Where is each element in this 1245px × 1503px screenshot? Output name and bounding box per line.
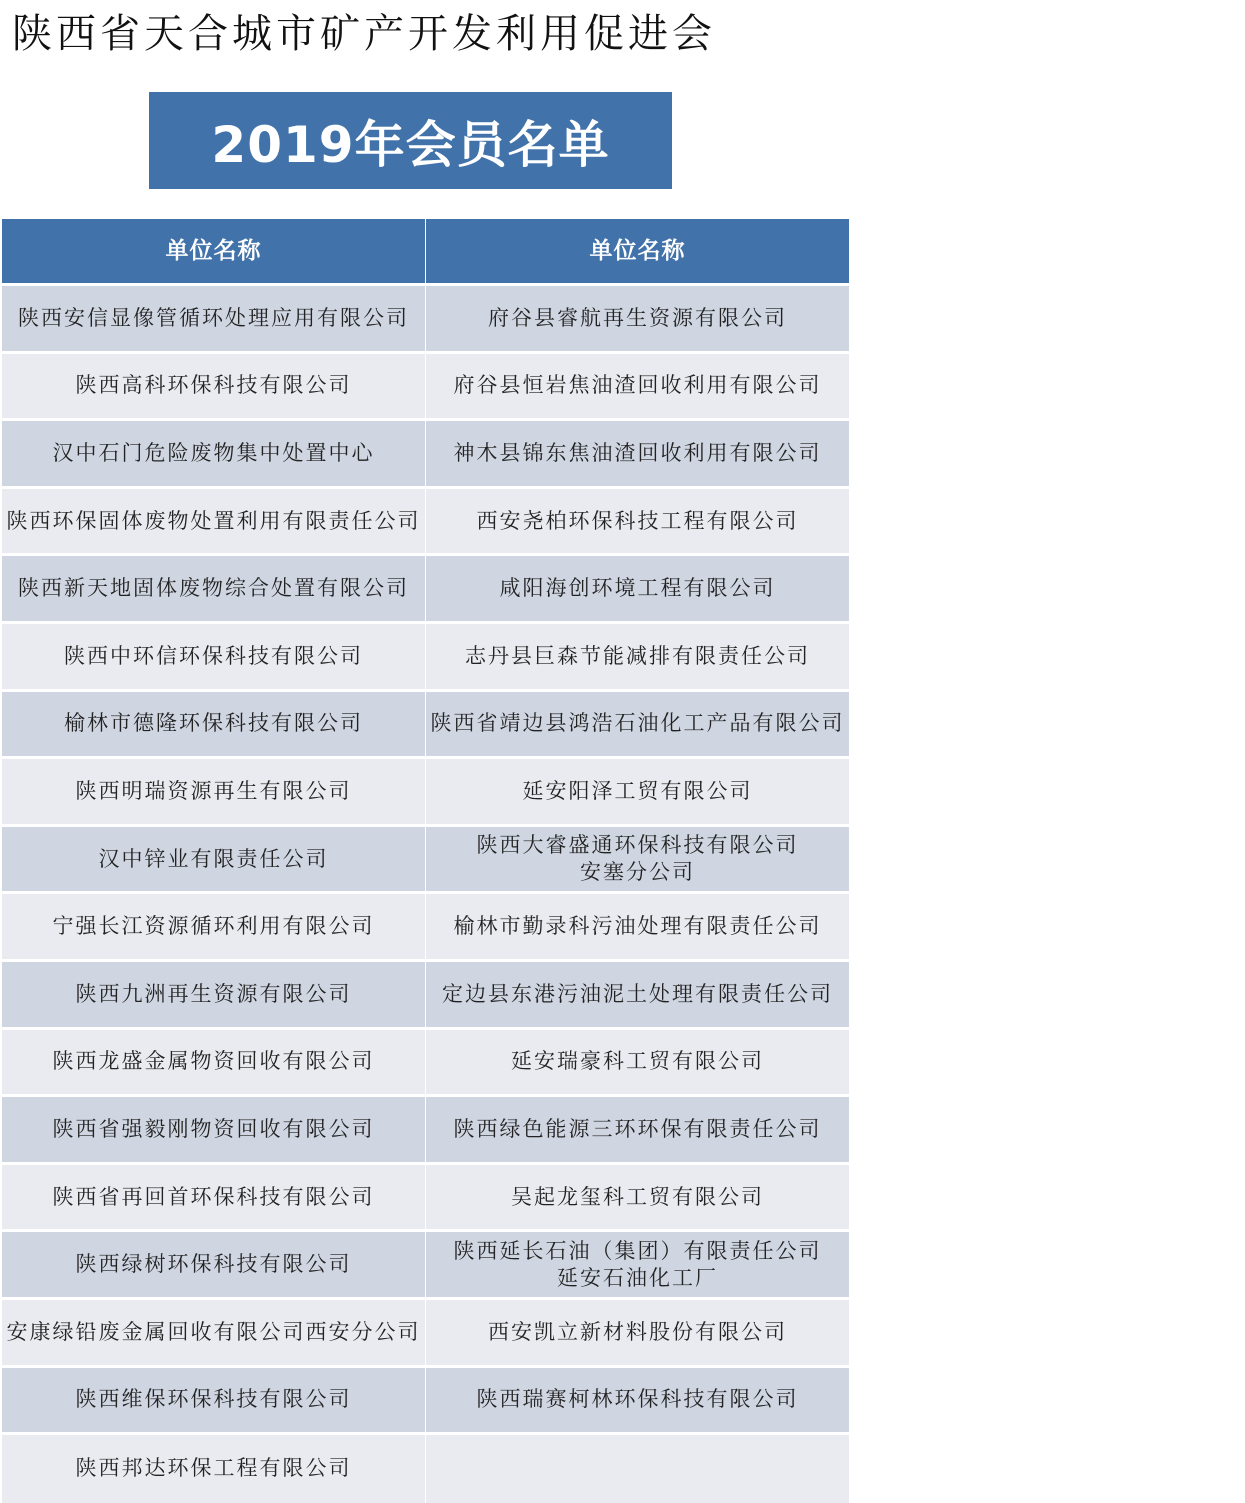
member-name-right: 陕西瑞赛柯林环保科技有限公司 — [426, 1368, 849, 1436]
member-name-right: 延安阳泽工贸有限公司 — [426, 759, 849, 827]
member-name-left: 陕西安信显像管循环处理应用有限公司 — [2, 286, 425, 354]
member-name-right: 定边县东港污油泥土处理有限责任公司 — [426, 962, 849, 1030]
column-header-left: 单位名称 — [2, 219, 425, 286]
member-name-right: 府谷县睿航再生资源有限公司 — [426, 286, 849, 354]
member-name-left: 陕西高科环保科技有限公司 — [2, 354, 425, 422]
member-list-banner: 2019年会员名单 — [149, 92, 672, 189]
member-name-right: 神木县锦东焦油渣回收利用有限公司 — [426, 421, 849, 489]
member-name-left: 陕西维保环保科技有限公司 — [2, 1368, 425, 1436]
member-name-left: 陕西绿树环保科技有限公司 — [2, 1232, 425, 1300]
member-name-right: 延安瑞豪科工贸有限公司 — [426, 1030, 849, 1098]
member-name-left: 陕西中环信环保科技有限公司 — [2, 624, 425, 692]
member-name-right: 府谷县恒岩焦油渣回收利用有限公司 — [426, 354, 849, 422]
member-name-right: 咸阳海创环境工程有限公司 — [426, 556, 849, 624]
organization-title: 陕西省天合城市矿产开发利用促进会 — [12, 11, 716, 57]
member-name-left: 汉中锌业有限责任公司 — [2, 827, 425, 895]
member-name-right: 吴起龙玺科工贸有限公司 — [426, 1165, 849, 1233]
member-name-right: 陕西延长石油（集团）有限责任公司 延安石油化工厂 — [426, 1232, 849, 1300]
column-header-right: 单位名称 — [426, 219, 849, 286]
member-name-left: 汉中石门危险废物集中处置中心 — [2, 421, 425, 489]
member-name-right: 榆林市勤录科污油处理有限责任公司 — [426, 894, 849, 962]
member-name-left: 陕西省再回首环保科技有限公司 — [2, 1165, 425, 1233]
member-name-right — [426, 1435, 849, 1503]
member-name-right: 志丹县巨森节能减排有限责任公司 — [426, 624, 849, 692]
member-name-left: 陕西明瑞资源再生有限公司 — [2, 759, 425, 827]
member-name-left: 安康绿铅废金属回收有限公司西安分公司 — [2, 1300, 425, 1368]
member-name-right: 陕西绿色能源三环环保有限责任公司 — [426, 1097, 849, 1165]
member-name-right: 西安凯立新材料股份有限公司 — [426, 1300, 849, 1368]
member-name-left: 宁强长江资源循环利用有限公司 — [2, 894, 425, 962]
member-table — [2, 219, 849, 1503]
member-name-left: 陕西邦达环保工程有限公司 — [2, 1435, 425, 1503]
member-name-left: 榆林市德隆环保科技有限公司 — [2, 692, 425, 760]
member-name-left: 陕西龙盛金属物资回收有限公司 — [2, 1030, 425, 1098]
member-name-left: 陕西省强毅刚物资回收有限公司 — [2, 1097, 425, 1165]
member-name-right: 陕西省靖边县鸿浩石油化工产品有限公司 — [426, 692, 849, 760]
member-name-left: 陕西九洲再生资源有限公司 — [2, 962, 425, 1030]
member-name-left: 陕西新天地固体废物综合处置有限公司 — [2, 556, 425, 624]
member-name-left: 陕西环保固体废物处置利用有限责任公司 — [2, 489, 425, 557]
member-name-right: 西安尧柏环保科技工程有限公司 — [426, 489, 849, 557]
member-name-right: 陕西大睿盛通环保科技有限公司 安塞分公司 — [426, 827, 849, 895]
